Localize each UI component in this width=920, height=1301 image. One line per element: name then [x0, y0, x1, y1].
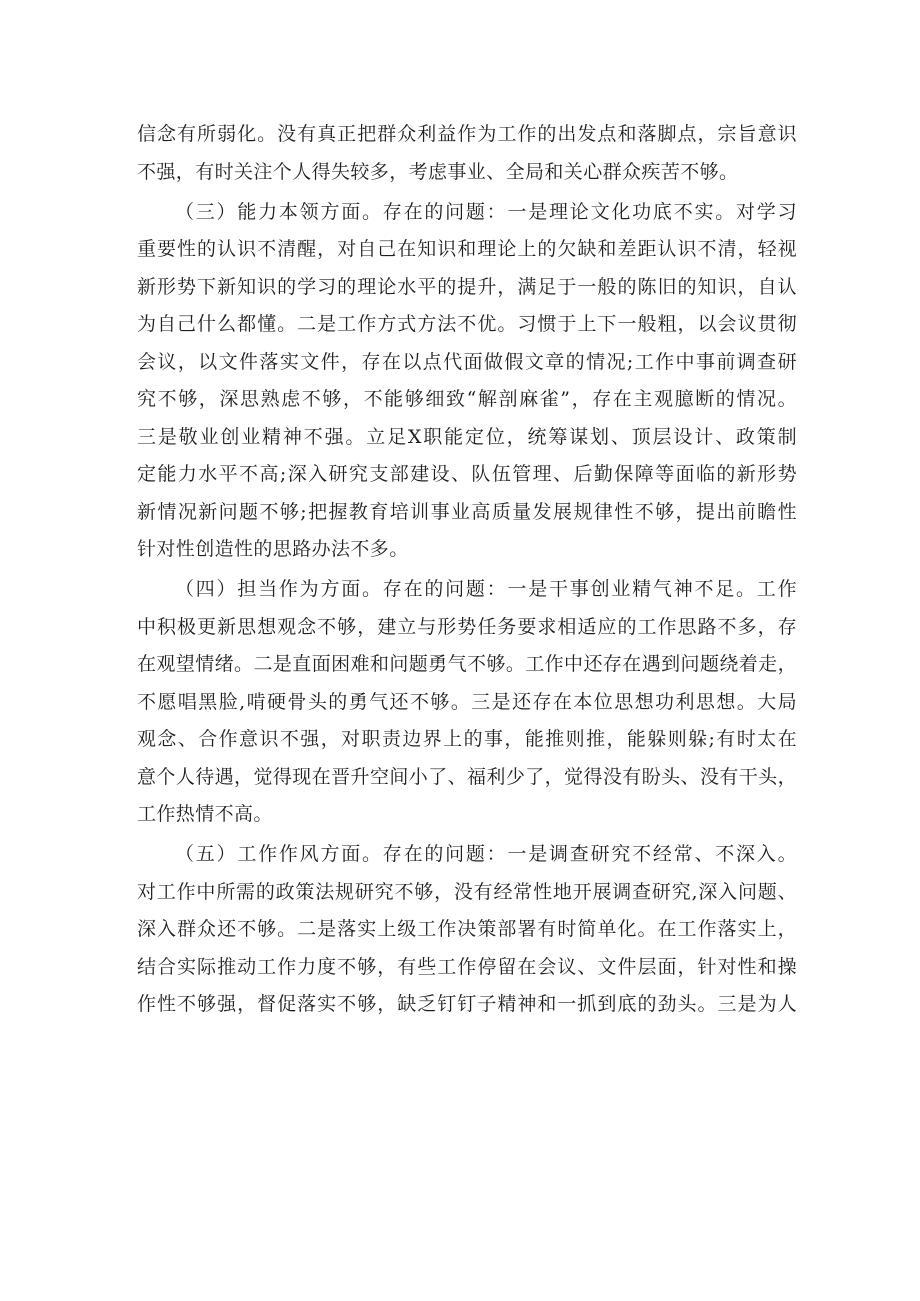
text-line: 意个人待遇，觉得现在晋升空间小了、福利少了，觉得没有盼头、没有干头，: [137, 765, 797, 788]
text-line: 三是敬业创业精神不强。立足X职能定位，统筹谋划、顶层设计、政策制: [137, 425, 797, 448]
text-line: 定能力水平不高;深入研究支部建设、队伍管理、后勤保障等面临的新形势: [137, 463, 797, 485]
text-line: 结合实际推动工作力度不够，有些工作停留在会议、文件层面，针对性和操: [137, 955, 797, 978]
text-line: 对工作中所需的政策法规研究不够，没有经常性地开展调查研究,深入问题、: [137, 880, 797, 903]
text-line: 不强，有时关注个人得失较多，考虑事业、全局和关心群众疾苦不够。: [137, 160, 739, 183]
paragraph-3-responsibility-section: [137, 571, 797, 834]
text-line: 中积极更新思想观念不够，建立与形势任务要求相适应的工作思路不多，存: [137, 615, 797, 638]
paragraph-2-ability-section: [137, 194, 797, 569]
text-line: （三）能力本领方面。存在的问题：一是理论文化功底不实。对学习: [175, 200, 797, 223]
document-body: [137, 116, 797, 1024]
text-line: 究不够，深思熟虑不够，不能够细致“解剖麻雀”，存在主观臆断的情况。: [137, 388, 797, 410]
text-line: 信念有所弱化。没有真正把群众利益作为工作的出发点和落脚点，宗旨意识: [137, 123, 797, 145]
text-line: 会议，以文件落实文件，存在以点代面做假文章的情况;工作中事前调查研: [137, 350, 797, 373]
text-line: 深入群众还不够。二是落实上级工作决策部署有时简单化。在工作落实上，: [137, 918, 797, 940]
text-line: 针对性创造性的思路办法不多。: [137, 538, 409, 560]
text-line: 作性不够强，督促落实不够，缺乏钉钉子精神和一抓到底的劲头。三是为人: [137, 993, 797, 1015]
text-line: 新情况新问题不够;把握教育培训事业高质量发展规律性不够，提出前瞻性: [137, 500, 797, 523]
text-line: 重要性的认识不清醒，对自己在知识和理论上的欠缺和差距认识不清，轻视: [137, 238, 797, 260]
text-line: 工作热情不高。: [137, 803, 273, 825]
text-line: 观念、合作意识不强，对职责边界上的事，能推则推，能躲则躲;有时太在: [137, 728, 797, 750]
text-line: 新形势下新知识的学习的理论水平的提升，满足于一般的陈旧的知识，自认: [137, 275, 797, 298]
paragraph-1: [137, 116, 797, 191]
paragraph-4-work-style-section: [137, 836, 797, 1024]
text-line: 不愿唱黑脸,啃硬骨头的勇气还不够。三是还存在本位思想功利思想。大局: [137, 690, 797, 713]
text-line: （四）担当作为方面。存在的问题：一是干事创业精气神不足。工作: [175, 578, 797, 600]
text-line: 为自己什么都懂。二是工作方式方法不优。习惯于上下一般粗，以会议贯彻: [137, 313, 797, 335]
text-line: （五）工作作风方面。存在的问题：一是调查研究不经常、不深入。: [175, 843, 797, 865]
text-line: 在观望情绪。二是直面困难和问题勇气不够。工作中还存在遇到问题绕着走，: [137, 653, 797, 675]
